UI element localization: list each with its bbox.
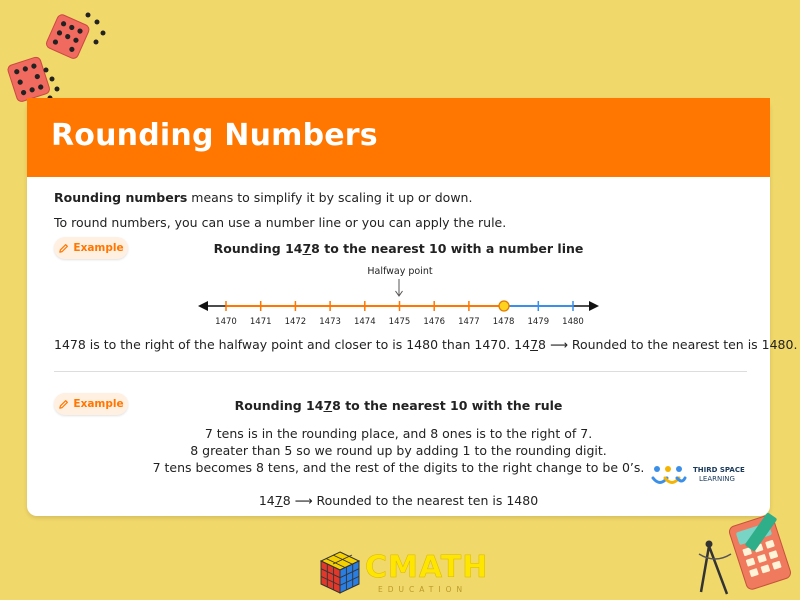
intro-term: Rounding numbers <box>54 190 188 205</box>
cmath-subtitle: EDUCATION <box>378 585 468 594</box>
tick-label: 1478 <box>492 317 515 327</box>
right-arrow-head <box>589 301 599 311</box>
lesson-card <box>27 98 798 516</box>
tick-label: 1477 <box>458 317 480 327</box>
value-marker <box>499 301 509 311</box>
tick-label: 1472 <box>284 317 307 327</box>
rule-line: 7 tens becomes 8 tens, and the rest of the digits to the right change to be 0’s. <box>152 460 645 475</box>
rounding-digit: 7 <box>302 241 312 256</box>
left-arrow-head <box>198 301 208 311</box>
compass-icon <box>699 541 731 595</box>
intro-definition <box>54 190 472 205</box>
halfway-label: Halfway point <box>367 266 433 277</box>
third-space-learning-logo <box>651 464 751 492</box>
tick-label: 1479 <box>527 317 550 327</box>
tick-label: 1476 <box>423 317 446 327</box>
example-label: Example <box>73 242 124 254</box>
tsl-wordmark: THIRD SPACE LEARNING <box>693 466 745 483</box>
tick-label: 1480 <box>562 317 584 327</box>
example1-heading: Rounding 1478 to the nearest 10 with a number line <box>213 241 584 256</box>
rule-result: 1478 ⟶ Rounded to the nearest ten is 1480 <box>258 493 539 508</box>
tsl-logo-icon <box>651 464 691 492</box>
intro-line2: To round numbers, you can use a number line or you can apply the rule. <box>54 215 507 230</box>
section-divider <box>54 371 747 372</box>
tick-group <box>215 301 584 327</box>
intro-definition-text: means to simplify it by scaling it up or down. <box>187 190 473 205</box>
tick-label: 1473 <box>319 317 341 327</box>
rubiks-cube-icon <box>318 550 362 596</box>
calculator-icon <box>695 508 800 600</box>
tick-label: 1471 <box>249 317 272 327</box>
page-title: Rounding Numbers <box>51 118 378 153</box>
cmath-wordmark: CMATH <box>365 550 489 585</box>
example2-heading: Rounding 1478 to the nearest 10 with the rule <box>234 398 563 413</box>
number-line <box>27 258 770 338</box>
cmath-logo <box>318 548 498 598</box>
rule-line: 8 greater than 5 so we round up by adding 1 to the rounding digit. <box>190 443 607 458</box>
card-header <box>27 98 770 177</box>
example1-statement: 1478 is to the right of the halfway point and closer to is 1480 than 1470. 1478 ⟶ Rounded to the nearest ten is 1480. <box>54 337 798 352</box>
example-label: Example <box>73 398 124 410</box>
tick-label: 1475 <box>388 317 411 327</box>
tick-label: 1474 <box>353 317 376 327</box>
rule-line: 7 tens is in the rounding place, and 8 ones is to the right of 7. <box>204 426 593 441</box>
tick-label: 1470 <box>215 317 237 327</box>
